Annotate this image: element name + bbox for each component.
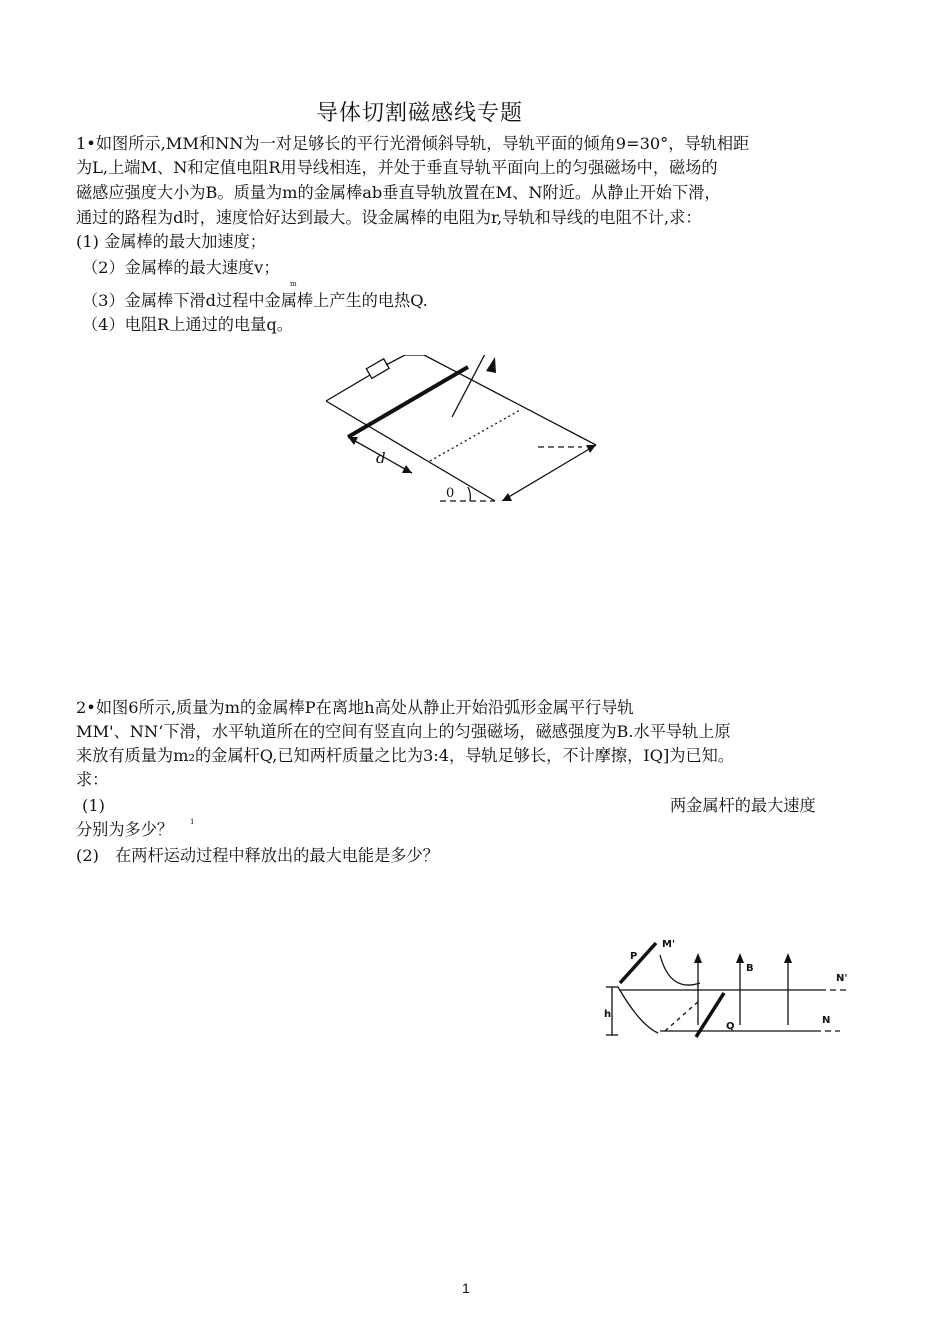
resistor-r [366,359,389,379]
angle-arc [468,487,470,501]
problem2-q1-mark: 1 [190,818,195,826]
dashed-connector [665,1000,700,1031]
problem1-question-2: （2）金属棒的最大速度v； [82,258,280,277]
metal-bar-p [620,943,656,983]
problem2-line-3: 来放有质量为m₂的金属杆Q,已知两杆质量之比为3:4，导轨足够长，不计摩擦，IQ]为已知。 [76,746,735,765]
d-arrowhead-end [402,465,412,473]
problem2-q1-cont: 分别为多少？ [76,820,174,839]
rail-left [326,401,495,501]
problem1-line-3: 磁感应强度大小为B。质量为m的金属棒ab垂直导轨放置在M、N附近。从静止开始下滑， [76,183,721,202]
d-arrowhead-start [348,437,358,445]
perp-arrowhead-end [586,445,596,453]
problem1-line-1: 1•如图所示,MM和NN为一对足够长的平行光滑倾斜导轨，导轨平面的倾角9=30°，导轨相距 [76,134,750,153]
field-arrowhead-1 [694,953,702,963]
problem2-line-1: 2•如图6所示,质量为m的金属棒P在离地h高处从静止开始沿弧形金属平行导轨 [76,698,634,717]
arc-rail-nn [618,987,658,1033]
label-q: Q [726,1021,735,1032]
dotted-line-d [430,410,520,461]
problem2-line-4: 求： [76,770,109,789]
problem1-line-4: 通过的路程为d时，速度恰好达到最大。设金属棒的电阻为r,导轨和导线的电阻不计,求： [76,208,702,227]
problem1-question-1: (1) 金属棒的最大加速度； [76,232,266,251]
label-d: d [376,449,386,467]
page-title: 导体切割磁感线专题 [316,101,524,126]
rail-right [424,355,596,445]
problem1-question-3: （3）金属棒下滑d过程中金属棒上产生的电热Q. [82,291,428,310]
wire-top-left [326,375,370,401]
figure-inclined-rails [320,355,610,510]
label-p: P [630,951,638,962]
field-arrow [452,355,495,417]
label-m-prime: M' [662,939,676,950]
label-b: B [746,963,754,974]
problem2-q1-number: (1) [82,796,105,815]
problem1-line-2: 为L,上端M、N和定值电阻R用导线相连，并处于垂直导轨平面向上的匀强磁场中，磁场的 [76,158,718,177]
field-arrowhead-3 [784,953,792,963]
problem1-question-4: （4）电阻R上通过的电量q。 [82,315,293,334]
wire-top-right [386,355,405,365]
problem2-q1-right: 两金属杆的最大速度 [670,796,816,815]
figure-arc-rails [600,935,860,1040]
arc-rail-mm [660,955,700,985]
label-n-prime: N' [836,973,848,984]
page-number: 1 [462,1280,470,1296]
field-arrowhead-2 [736,953,744,963]
perp-arrowhead-start [502,493,512,501]
label-h: h [604,1009,612,1020]
problem2-line-2: MM'、NN‘下滑，水平轨道所在的空间有竖直向上的匀强磁场，磁感强度为B.水平导轨上原 [76,722,731,741]
problem1-superscript-mark: m [290,280,297,288]
problem2-question-2: (2) 在两杆运动过程中释放出的最大电能是多少？ [76,846,439,865]
label-theta: 0 [446,486,455,501]
label-n: N [822,1015,831,1026]
perpendicular-arrow [502,445,596,501]
field-arrowhead [486,357,496,373]
